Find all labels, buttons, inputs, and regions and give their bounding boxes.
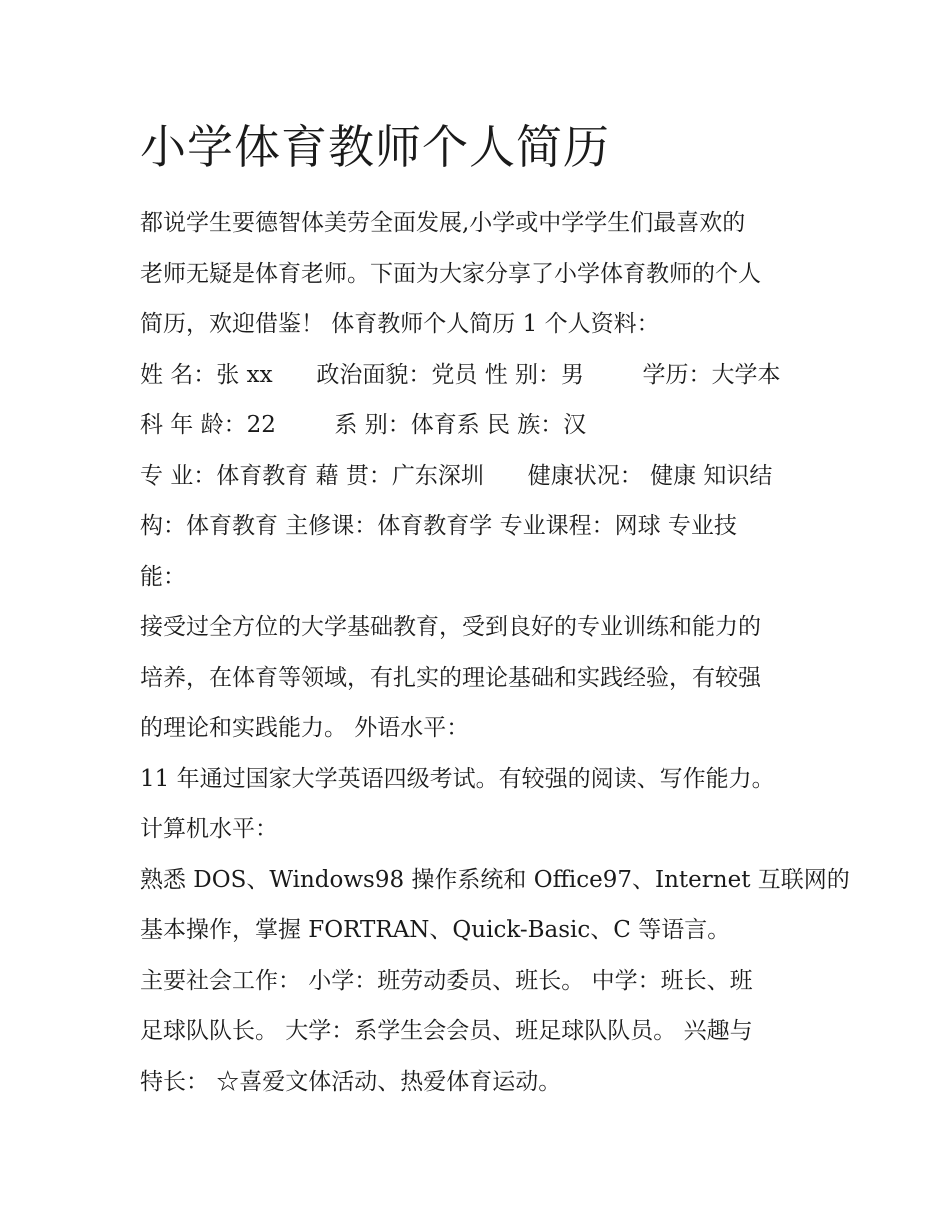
text-line: 培养，在体育等领域，有扎实的理论基础和实践经验，有较强 xyxy=(140,664,761,691)
text-line: 构：体育教育 主修课：体育教育学 专业课程：网球 专业技 xyxy=(140,513,737,539)
text-line: 科 年 龄：22 系 别：体育系 民 族：汉 xyxy=(140,412,587,438)
text-line: 老师无疑是体育老师。下面为大家分享了小学体育教师的个人 xyxy=(140,260,761,287)
personal-info-paragraph xyxy=(140,350,820,451)
intro-paragraph xyxy=(140,198,820,350)
text-line: 简历，欢迎借鉴！ 体育教师个人简历 1 个人资料： xyxy=(140,311,660,337)
social-work-paragraph xyxy=(140,956,820,1108)
major-paragraph xyxy=(140,451,820,603)
text-line: 能： xyxy=(140,563,186,590)
text-line: 特长： ☆喜爱文体活动、热爱体育运动。 xyxy=(140,1068,562,1095)
document-title: 小学体育教师个人简历 xyxy=(140,120,610,174)
text-line: 接受过全方位的大学基础教育，受到良好的专业训练和能力的 xyxy=(140,614,761,640)
text-line: 计算机水平： xyxy=(140,816,278,842)
text-line: 足球队队长。 大学：系学生会会员、班足球队队员。 兴趣与 xyxy=(140,1018,753,1044)
text-line: 姓 名：张 xx 政治面貌：党员 性 别：男 学历：大学本 xyxy=(140,361,781,388)
text-line: 11 年通过国家大学英语四级考试。有较强的阅读、写作能力。 xyxy=(140,765,775,792)
text-line: 的理论和实践能力。 外语水平： xyxy=(140,715,470,741)
text-line: 主要社会工作： 小学：班劳动委员、班长。 中学：班长、班 xyxy=(140,967,753,994)
language-paragraph xyxy=(140,754,820,855)
document-page xyxy=(140,118,850,1107)
text-line: 基本操作，掌握 FORTRAN、Quick-Basic、C 等语言。 xyxy=(140,917,731,943)
text-line: 专 业：体育教育 藉 贯：广东深圳 健康状况： 健康 知识结 xyxy=(140,462,773,489)
text-line: 都说学生要德智体美劳全面发展,小学或中学学生们最喜欢的 xyxy=(140,210,746,236)
text-line: 熟悉 DOS、Windows98 操作系统和 Office97、Internet 互联网的 xyxy=(140,866,850,893)
computer-paragraph xyxy=(140,855,850,956)
skills-paragraph xyxy=(140,602,820,754)
